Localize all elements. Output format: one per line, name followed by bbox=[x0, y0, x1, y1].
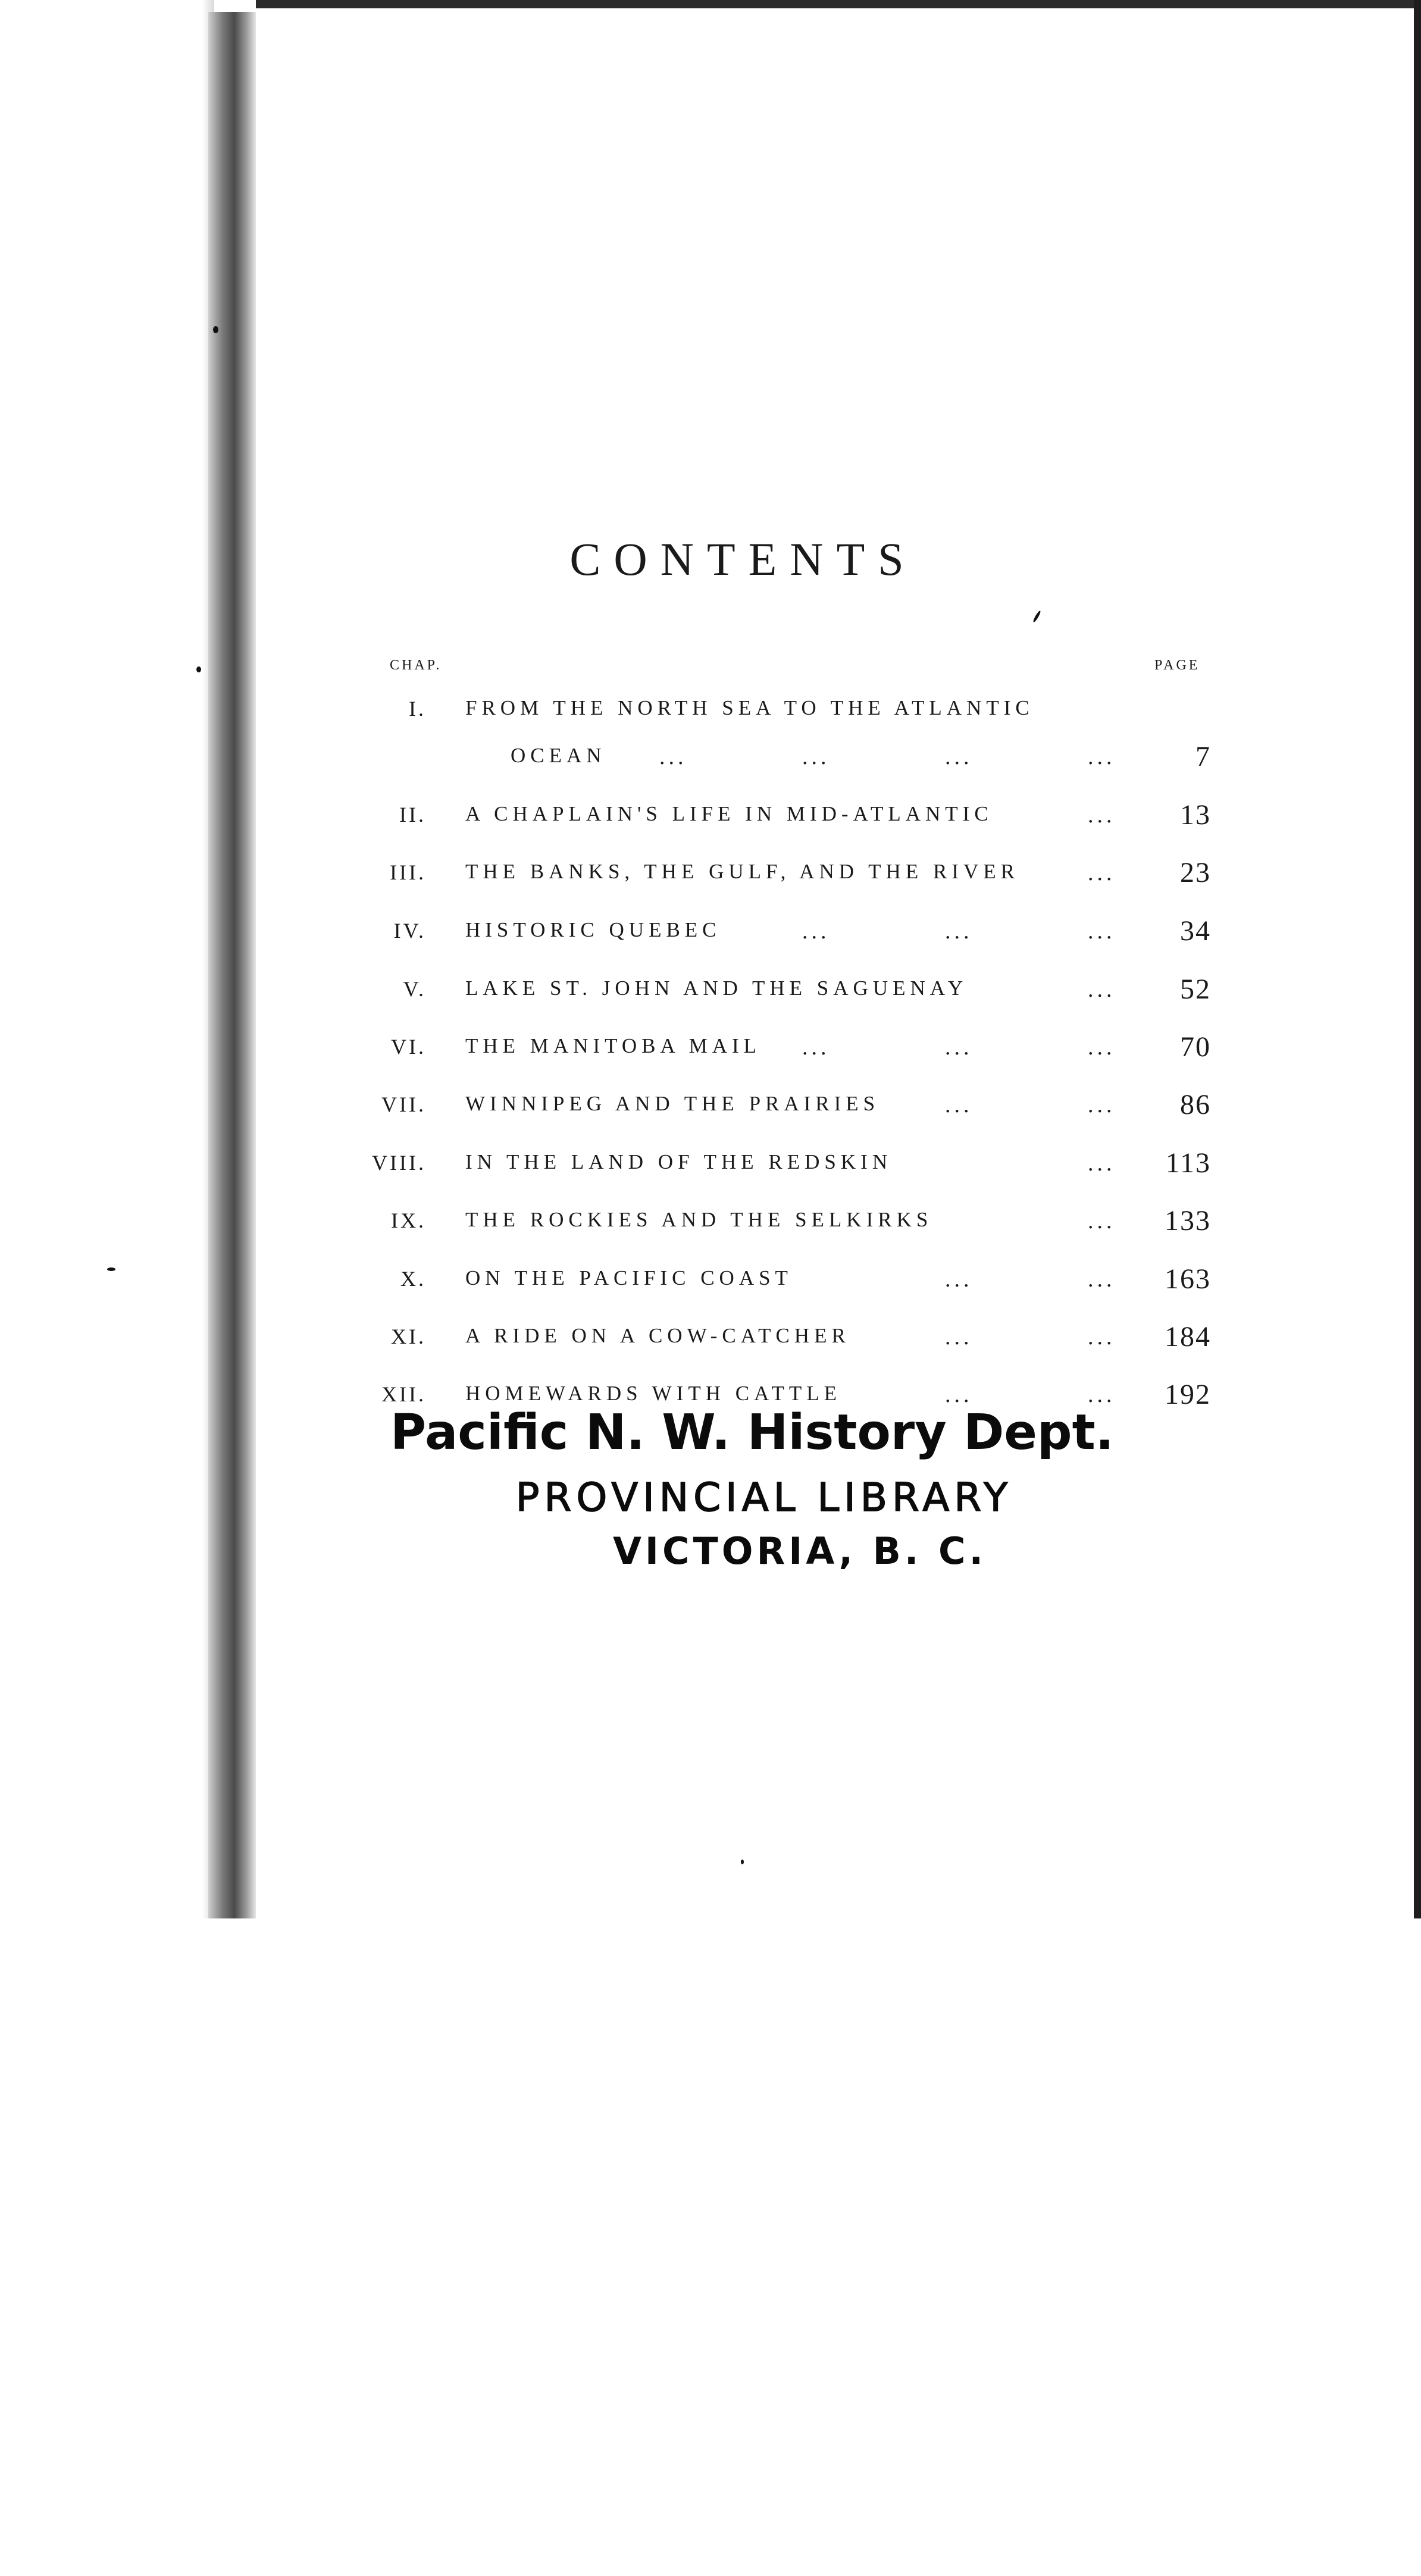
chapter-title: WINNIPEG AND THE PRAIRIES bbox=[465, 1092, 880, 1115]
chapter-title: FROM THE NORTH SEA TO THE ATLANTIC bbox=[465, 696, 1034, 719]
ink-mark bbox=[1032, 610, 1041, 623]
chapter-number: XI. bbox=[391, 1325, 426, 1348]
leader-dots: ... bbox=[1088, 1209, 1116, 1234]
toc-entry bbox=[0, 1147, 1421, 1186]
leader-dots: ... bbox=[659, 744, 687, 769]
chapter-title: ON THE PACIFIC COAST bbox=[465, 1266, 793, 1289]
toc-entry bbox=[0, 696, 1421, 732]
leader-dots: ... bbox=[1088, 744, 1116, 769]
chapter-title: A RIDE ON A COW-CATCHER bbox=[465, 1324, 850, 1347]
leader-dots: ... bbox=[945, 744, 973, 769]
page-number: 7 bbox=[1195, 741, 1211, 772]
ink-speck bbox=[196, 666, 201, 672]
chapter-number: IV. bbox=[393, 919, 426, 943]
page-number: 184 bbox=[1165, 1321, 1211, 1353]
page-number: 23 bbox=[1180, 857, 1211, 888]
page-title: CONTENTS bbox=[569, 533, 917, 585]
chapter-number: I. bbox=[409, 697, 426, 721]
toc-entry bbox=[0, 799, 1421, 838]
chapter-number: XII. bbox=[381, 1382, 426, 1406]
leader-dots: ... bbox=[1088, 1151, 1116, 1176]
chapter-number: V. bbox=[403, 977, 426, 1001]
page-number: 13 bbox=[1180, 799, 1211, 831]
leader-dots: ... bbox=[1088, 977, 1116, 1002]
leader-dots: ... bbox=[802, 1035, 830, 1060]
page-number: 133 bbox=[1165, 1205, 1211, 1237]
toc-entry-continuation bbox=[0, 741, 1421, 780]
page-number: 52 bbox=[1180, 974, 1211, 1005]
leader-dots: ... bbox=[945, 1382, 973, 1407]
toc-entry bbox=[0, 857, 1421, 896]
leader-dots: ... bbox=[945, 1093, 973, 1118]
toc-entry bbox=[0, 1031, 1421, 1070]
leader-dots: ... bbox=[1088, 860, 1116, 885]
toc-entry bbox=[0, 1321, 1421, 1360]
chapter-number: IX. bbox=[391, 1209, 426, 1232]
chapter-title: THE ROCKIES AND THE SELKIRKS bbox=[465, 1208, 933, 1231]
leader-dots: ... bbox=[945, 919, 973, 944]
chapter-number: III. bbox=[390, 860, 426, 884]
leader-dots: ... bbox=[1088, 1035, 1116, 1060]
toc-entry bbox=[0, 1089, 1421, 1128]
toc-entry bbox=[0, 1205, 1421, 1244]
top-edge-shadow bbox=[256, 0, 1421, 8]
leader-dots: ... bbox=[1088, 1093, 1116, 1118]
chapter-title: A CHAPLAIN'S LIFE IN MID-ATLANTIC bbox=[465, 802, 993, 825]
ink-speck bbox=[213, 326, 218, 333]
page-number: 113 bbox=[1165, 1147, 1211, 1179]
leader-dots: ... bbox=[945, 1267, 973, 1292]
leader-dots: ... bbox=[1088, 1267, 1116, 1292]
ink-speck bbox=[741, 1860, 744, 1864]
library-stamp-line-3: VICTORIA, B. C. bbox=[612, 1529, 987, 1573]
leader-dots: ... bbox=[945, 1325, 973, 1350]
page-number: 192 bbox=[1165, 1379, 1211, 1410]
toc-entry bbox=[0, 1263, 1421, 1302]
book-spine-shadow bbox=[208, 12, 256, 1918]
chapter-number: II. bbox=[399, 803, 426, 827]
page-number: 34 bbox=[1180, 915, 1211, 947]
chapter-title: HISTORIC QUEBEC bbox=[465, 918, 721, 941]
library-stamp-line-1: Pacific N. W. History Dept. bbox=[390, 1404, 1114, 1461]
chapter-number: VIII. bbox=[372, 1151, 426, 1175]
page-number: 163 bbox=[1165, 1263, 1211, 1295]
chapter-title: LAKE ST. JOHN AND THE SAGUENAY bbox=[465, 976, 968, 1000]
chapter-title: HOMEWARDS WITH CATTLE bbox=[465, 1382, 842, 1405]
library-stamp-line-2: PROVINCIAL LIBRARY bbox=[515, 1475, 1013, 1520]
leader-dots: ... bbox=[802, 919, 830, 944]
leader-dots: ... bbox=[1088, 1382, 1116, 1407]
chapter-title: THE MANITOBA MAIL bbox=[465, 1034, 762, 1057]
chapter-title-continued: OCEAN bbox=[511, 744, 606, 767]
chapter-title: IN THE LAND OF THE REDSKIN bbox=[465, 1150, 893, 1173]
toc-entry bbox=[0, 915, 1421, 954]
chapter-title: THE BANKS, THE GULF, AND THE RIVER bbox=[465, 860, 1019, 883]
leader-dots: ... bbox=[1088, 803, 1116, 828]
leader-dots: ... bbox=[1088, 1325, 1116, 1350]
chapter-number: VII. bbox=[381, 1093, 426, 1116]
page-number: 86 bbox=[1180, 1089, 1211, 1120]
chapter-number: VI. bbox=[391, 1035, 426, 1059]
toc-entry bbox=[0, 976, 1421, 1012]
leader-dots: ... bbox=[1088, 919, 1116, 944]
page-number: 70 bbox=[1180, 1031, 1211, 1063]
page-column-header: PAGE bbox=[1154, 658, 1200, 673]
chapter-number: X. bbox=[400, 1267, 426, 1291]
leader-dots: ... bbox=[802, 744, 830, 769]
chapter-column-header: CHAP. bbox=[390, 658, 442, 673]
leader-dots: ... bbox=[945, 1035, 973, 1060]
